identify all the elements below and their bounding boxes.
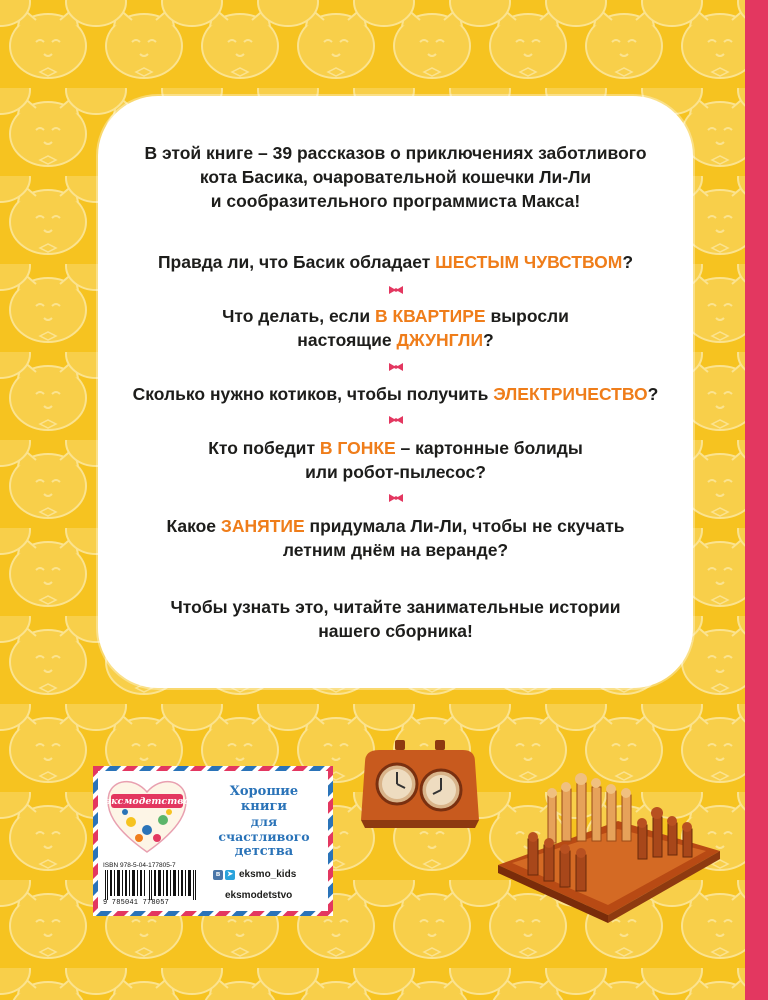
vk-icon: в (213, 870, 223, 880)
intro-text: В этой книге – 39 рассказов о приключениях заботливого кота Басика, очаровательной кошечки Ли-Ли и сообразительного программиста Макса! (144, 143, 647, 211)
social-handle: eksmo_kids (239, 869, 297, 880)
bow-divider-icon (389, 363, 403, 371)
outro-text: Чтобы узнать это, читайте занимательные истории нашего сборника! (170, 597, 621, 641)
question-2: Что делать, если В КВАРТИРЕ выросли настоящие ДЖУНГЛИ? (222, 306, 569, 350)
eksmodetstvo-heart-logo (103, 772, 191, 858)
telegram-icon: ➤ (225, 870, 235, 880)
description-card (98, 96, 693, 688)
chess-clock-illustration (355, 732, 485, 832)
logo-text: эксмодетство (105, 796, 190, 807)
barcode (103, 870, 199, 900)
bow-divider-icon (389, 416, 403, 424)
barcode-digits: 9 785041 778057 (103, 899, 170, 907)
book-spine-edge (745, 0, 768, 1000)
question-5: Какое ЗАНЯТИЕ придумала Ли-Ли, чтобы не скучать летним днём на веранде? (166, 516, 625, 560)
isbn-number: ISBN 978-5-04-177805-7 (103, 862, 176, 869)
bow-divider-icon (389, 286, 403, 294)
site-handle: eksmodetstvo (225, 890, 293, 901)
question-4: Кто победит В ГОНКЕ – картонные болиды или робот-пылесос? (208, 438, 583, 482)
question-3: Сколько нужно котиков, чтобы получить ЭЛЕКТРИЧЕСТВО? (132, 384, 659, 404)
publisher-sticker (93, 766, 333, 916)
bow-divider-icon (389, 494, 403, 502)
slogan: Хорошие книги для счастливого детства (218, 784, 310, 859)
question-1: Правда ли, что Басик обладает ШЕСТЫМ ЧУВСТВОМ? (157, 252, 634, 272)
chessboard-illustration (488, 765, 723, 925)
